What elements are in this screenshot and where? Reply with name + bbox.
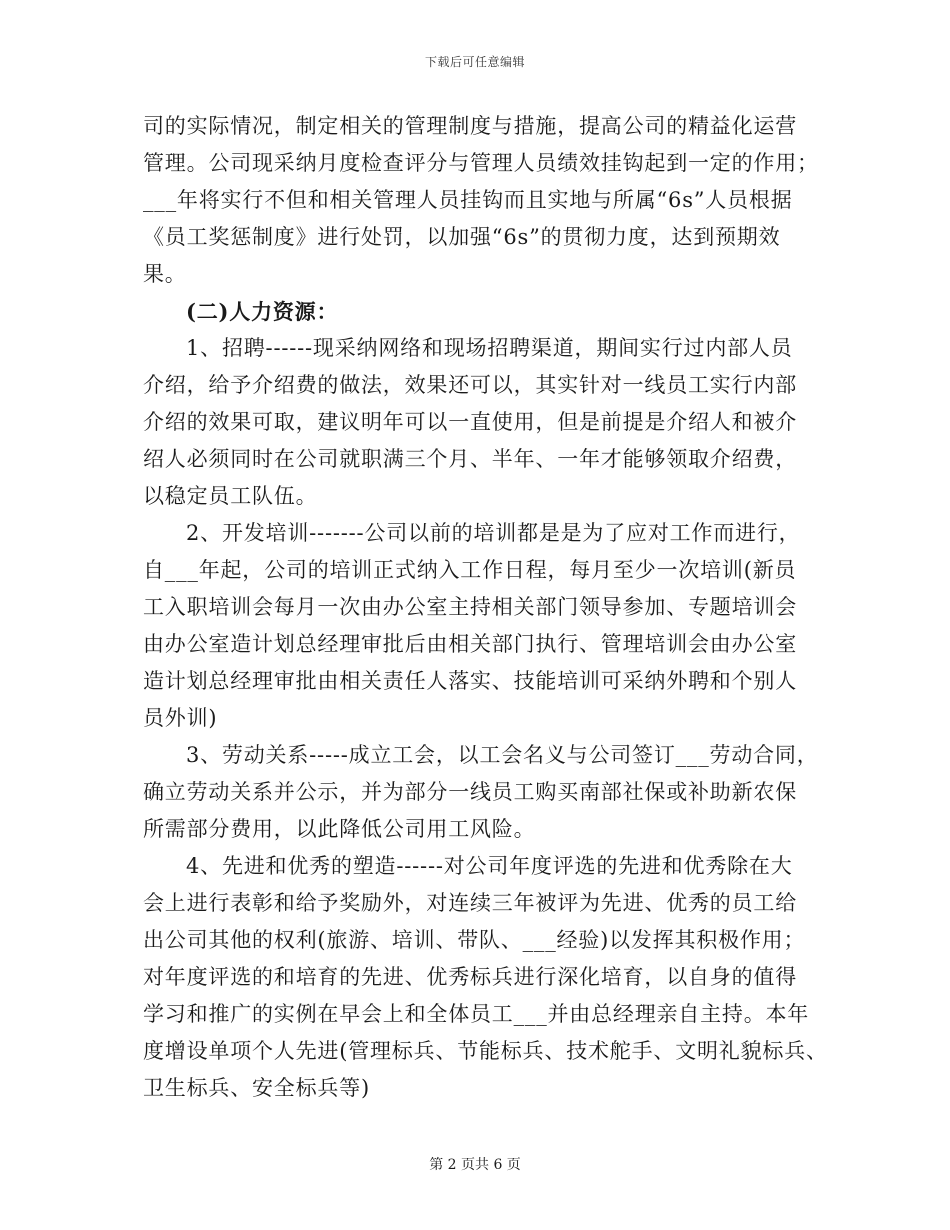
paragraph-line: 确立劳动关系并公示，并为部分一线员工购买南部社保或补助新农保 [143,780,797,804]
paragraph-line: 绍人必须同时在公司就职满三个月、半年、一年才能够领取介绍费， [143,447,797,471]
paragraph-line: 员外训) [143,706,218,730]
document-body [143,108,933,1107]
paragraph-line: 司的实际情况，制定相关的管理制度与措施，提高公司的精益化运营 [143,114,797,138]
intro-paragraph [143,108,933,293]
paragraph-line: ___年将实行不但和相关管理人员挂钩而且实地与所属“6s”人员根据 [143,188,793,212]
paragraph-line: 以稳定员工队伍。 [143,484,318,508]
paragraph-line: 工入职培训会每月一次由办公室主持相关部门领导参加、专题培训会 [143,595,797,619]
paragraph-line: 由办公室造计划总经理审批后由相关部门执行、管理培训会由办公室 [143,632,797,656]
paragraph-line: 对年度评选的和培育的先进、优秀标兵进行深化培育，以自身的值得 [143,965,797,989]
paragraph-line: 学习和推广的实例在早会上和全体员工___并由总经理亲自主持。本年 [143,1002,810,1026]
item-first-line: 3、劳动关系-----成立工会，以工会名义与公司签订___劳动合同， [186,743,819,767]
item-first-line: 2、开发培训-------公司以前的培训都是是为了应对工作而进行， [186,521,801,545]
item-excellence [143,848,933,1107]
item-training [143,515,933,737]
item-first-line: 4、先进和优秀的塑造------对公司年度评选的先进和优秀除在大 [186,854,793,878]
paragraph-line: 果。 [143,262,187,286]
page-number: 第 2 页共 6 页 [429,1157,521,1173]
paragraph-line: 造计划总经理审批由相关责任人落实、技能培训可采纳外聘和个别人 [143,669,797,693]
item-recruitment [143,330,933,515]
paragraph-line: 介绍的效果可取，建议明年可以一直使用，但是前提是介绍人和被介 [143,410,797,434]
paragraph-line: 度增设单项个人先进(管理标兵、节能标兵、技术舵手、文明礼貌标兵、 [143,1039,828,1063]
paragraph-line: 《员工奖惩制度》进行处罚，以加强“6s”的贯彻力度，达到预期效 [143,225,781,249]
page-header-note: 下载后可任意编辑 [424,55,525,69]
paragraph-line: 卫生标兵、安全标兵等) [143,1076,370,1100]
item-first-line: 1、招聘------现采纳网络和现场招聘渠道，期间实行过内部人员 [186,336,793,360]
section-heading: (二)人力资源： [186,299,339,324]
item-labor-relations [143,737,933,848]
paragraph-line: 介绍，给予介绍费的做法，效果还可以，其实针对一线员工实行内部 [143,373,797,397]
paragraph-line: 自___年起，公司的培训正式纳入工作日程，每月至少一次培训(新员 [143,558,797,582]
paragraph-line: 管理。公司现采纳月度检查评分与管理人员绩效挂钩起到一定的作用； [143,151,819,175]
paragraph-line: 会上进行表彰和给予奖励外，对连续三年被评为先进、优秀的员工给 [143,891,797,915]
paragraph-line: 所需部分费用，以此降低公司用工风险。 [143,817,536,841]
paragraph-line: 出公司其他的权利(旅游、培训、带队、___经验)以发挥其积极作用； [143,928,806,952]
